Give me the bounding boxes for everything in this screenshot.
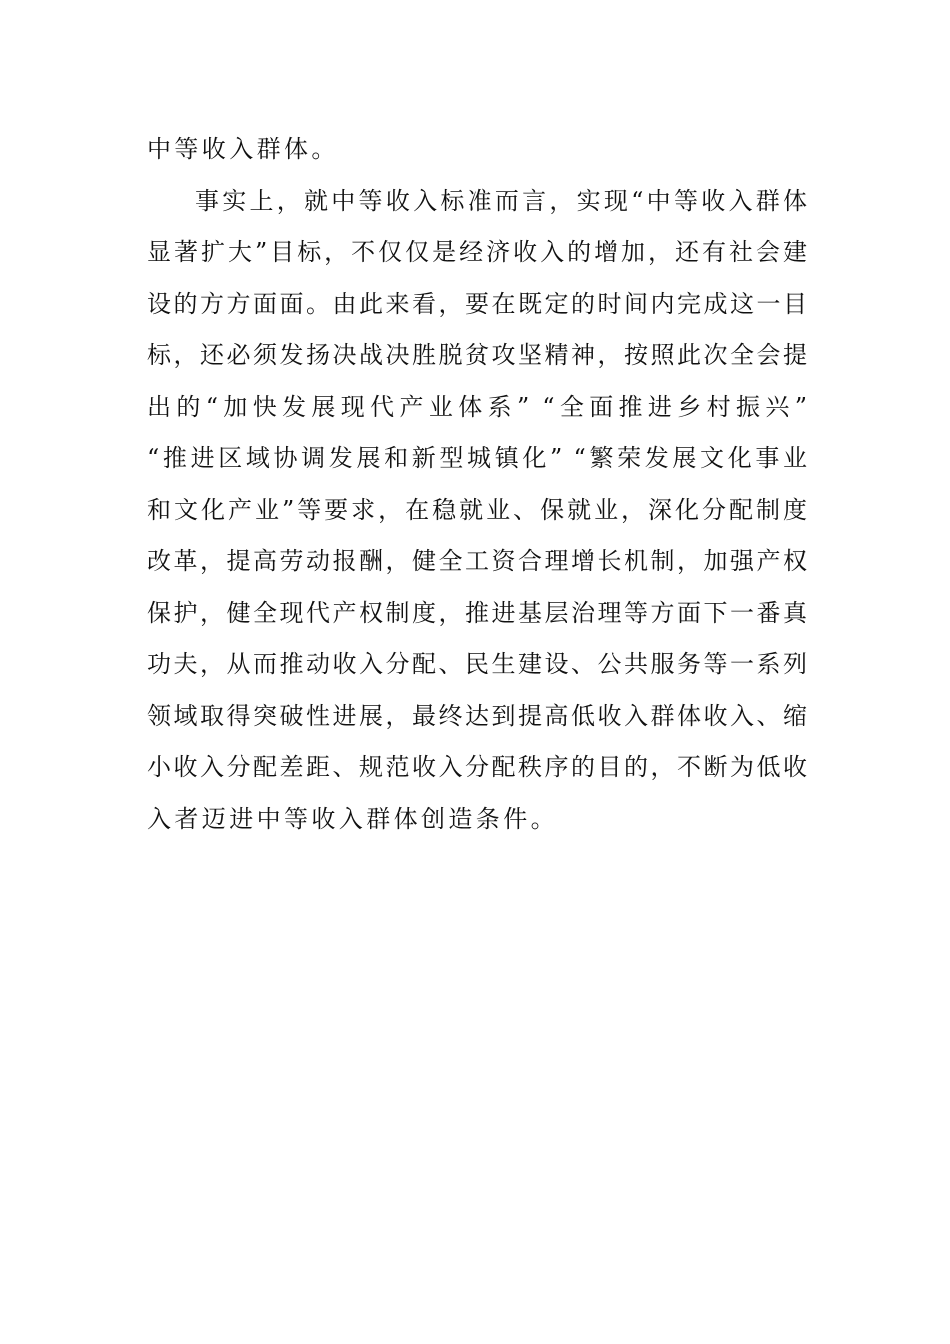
paragraph-2-line-8: 改革，提高劳动报酬，健全工资合理增长机制，加强产权 [147, 547, 807, 575]
paragraph-2-line-7: 和文化产业”等要求，在稳就业、保就业，深化分配制度 [147, 495, 807, 524]
paragraph-2-line-9: 保护，健全现代产权制度，推进基层治理等方面下一番真 [147, 598, 807, 627]
paragraph-1-line-1: 中等收入群体。 [147, 135, 339, 163]
paragraph-2-line-10: 功夫，从而推动收入分配、民生建设、公共服务等一系列 [147, 650, 807, 678]
body-text [147, 124, 807, 845]
paragraph-2-line-13: 入者迈进中等收入群体创造条件。 [147, 804, 558, 833]
paragraph-2-line-5: 出的“加快发展现代产业体系” “全面推进乡村振兴” [147, 392, 807, 421]
paragraph-2-line-12: 小收入分配差距、规范收入分配秩序的目的，不断为低收 [147, 753, 807, 781]
paragraph-2-line-2: 显著扩大”目标，不仅仅是经济收入的增加，还有社会建 [147, 238, 807, 266]
paragraph-2-line-3: 设的方方面面。由此来看，要在既定的时间内完成这一目 [147, 289, 807, 318]
paragraph-2-line-11: 领域取得突破性进展，最终达到提高低收入群体收入、缩 [147, 701, 807, 730]
paragraph-2-line-1: 事实上，就中等收入标准而言，实现“中等收入群体 [195, 186, 807, 215]
paragraph-2-line-6: “推进区域协调发展和新型城镇化” “繁荣发展文化事业 [147, 444, 807, 472]
paragraph-2-line-4: 标，还必须发扬决战决胜脱贫攻坚精神，按照此次全会提 [147, 341, 807, 369]
